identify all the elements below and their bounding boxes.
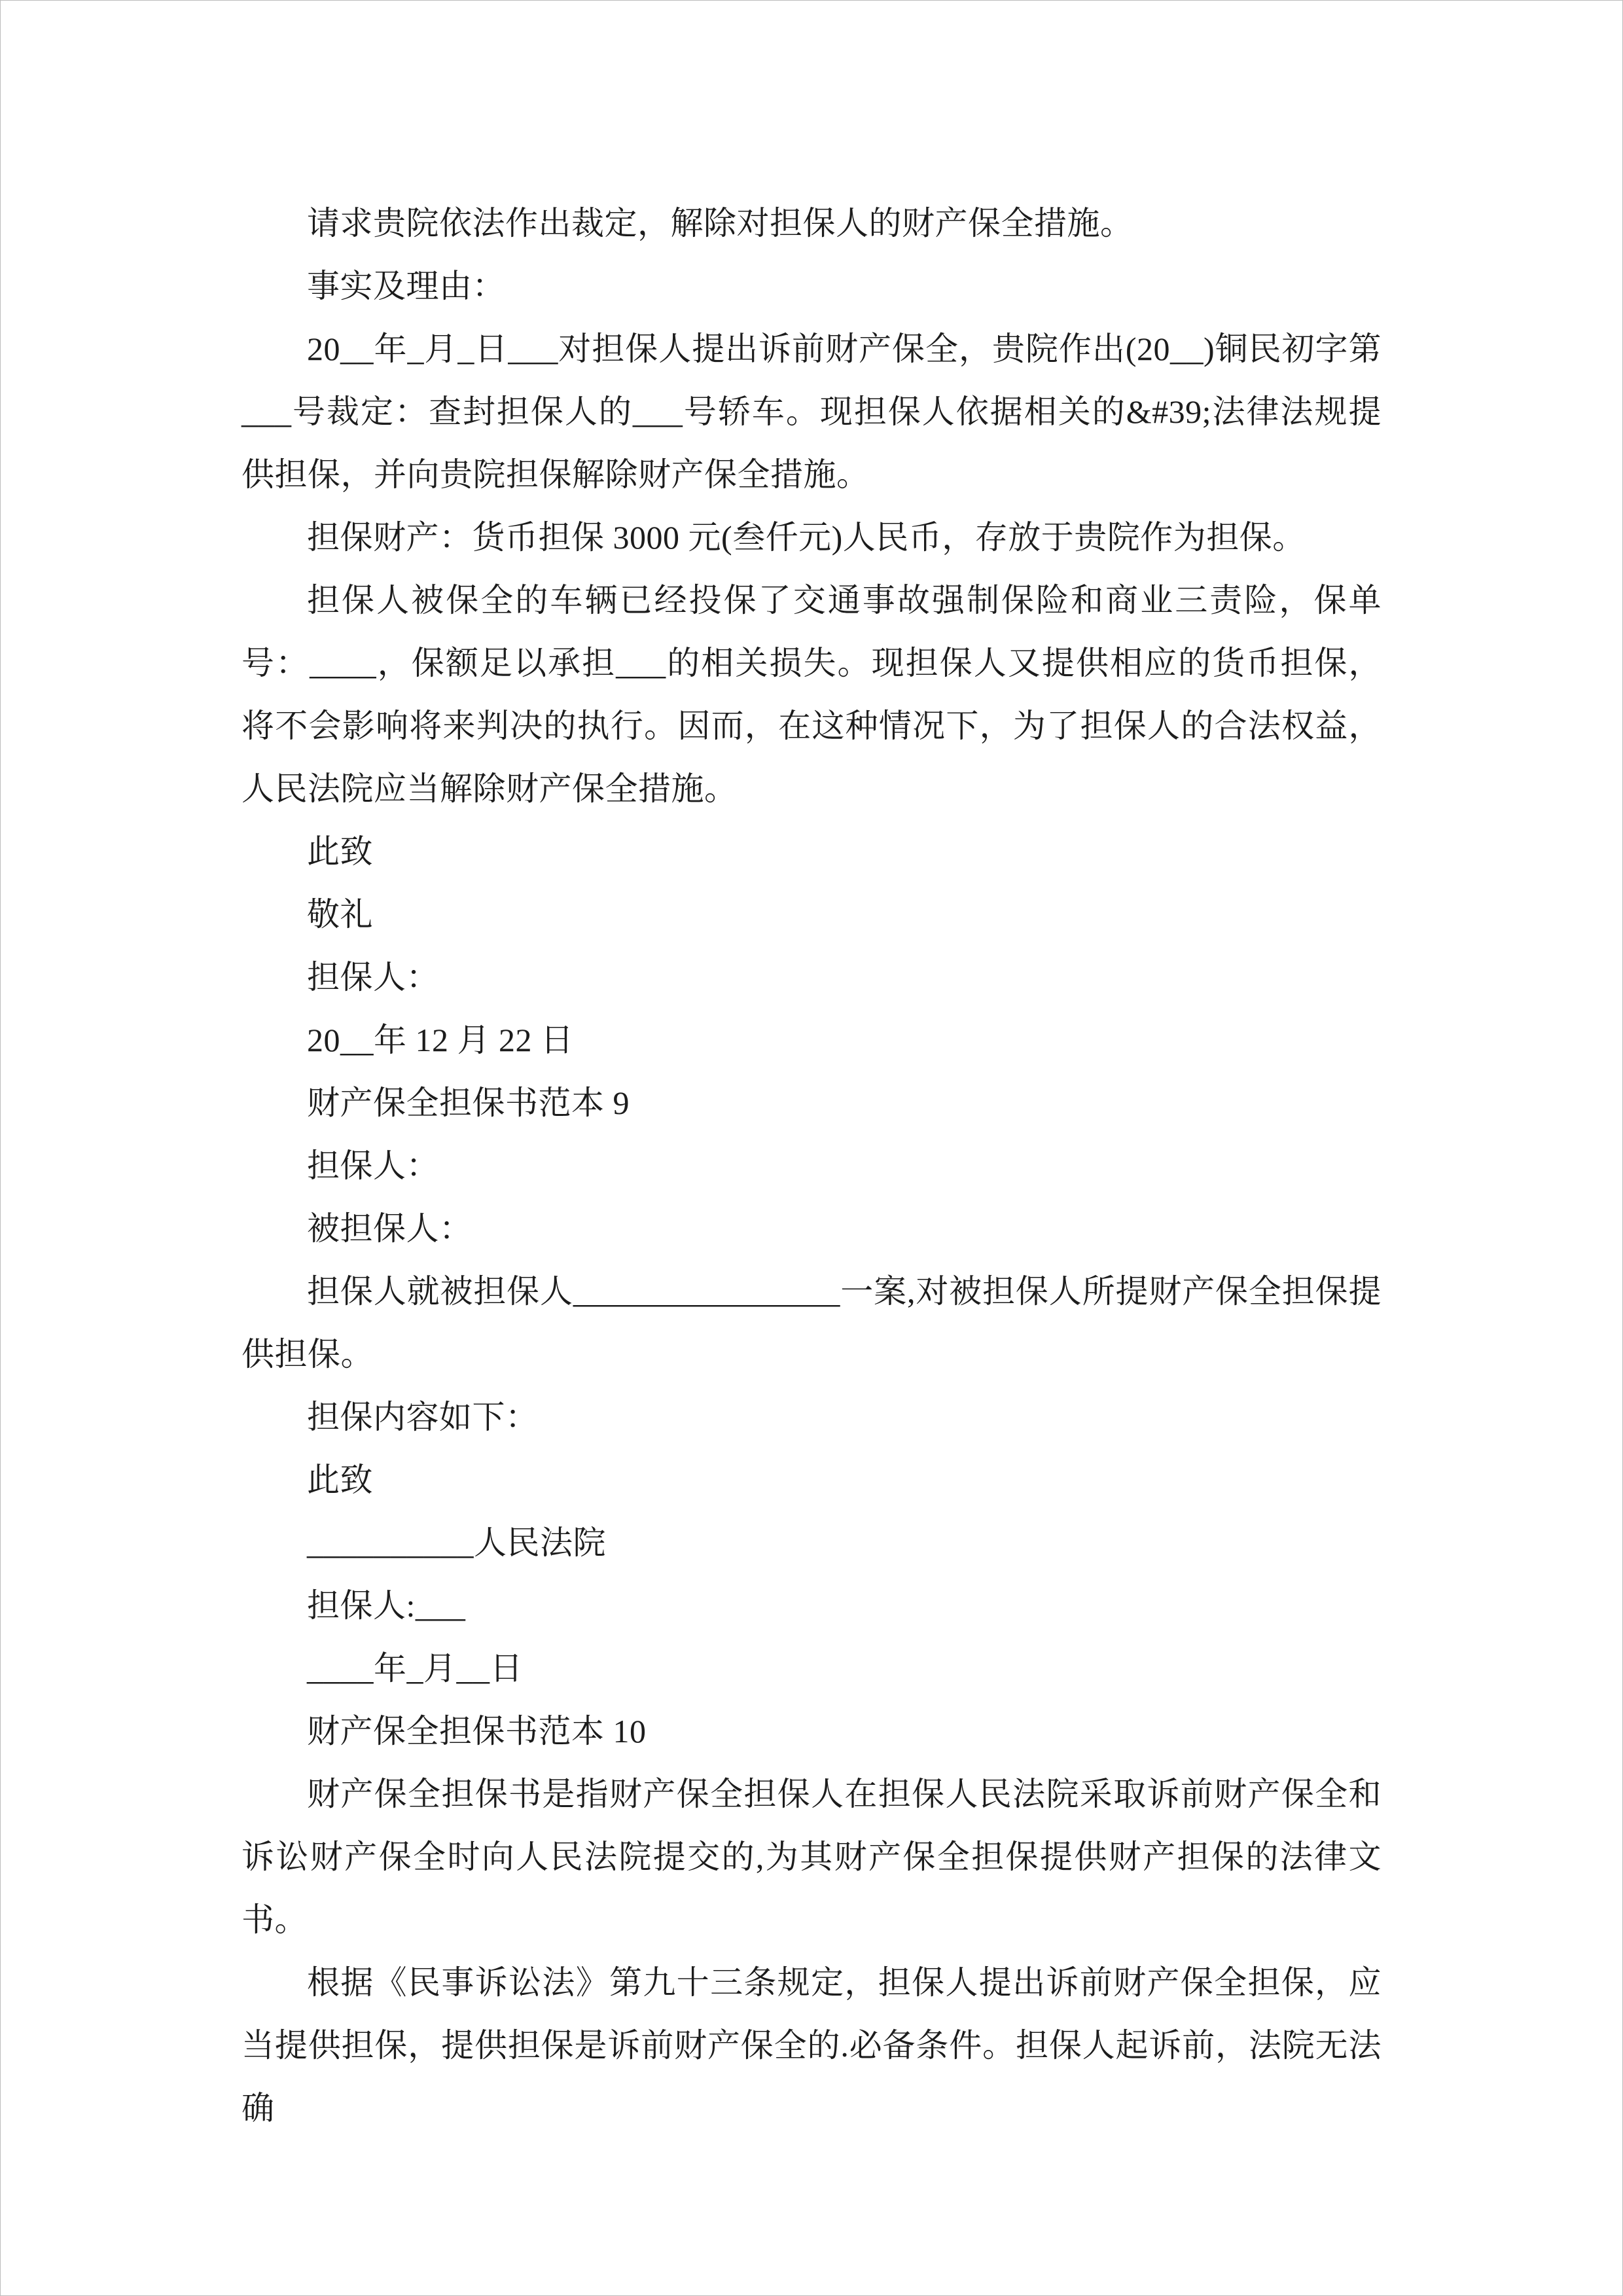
document-body <box>241 192 1382 2140</box>
paragraph: 敬礼 <box>307 896 373 933</box>
paragraph: 担保内容如下： <box>307 1399 539 1435</box>
paragraph: 被担保人： <box>307 1210 473 1247</box>
paragraph: ____年_月__日 <box>307 1650 523 1687</box>
paragraph: 担保人： <box>307 959 439 996</box>
paragraph: 20__年_月_日___对担保人提出诉前财产保全，贵院作出(20__)铜民初字第___号裁定：查封担保人的___号轿车。现担保人依据相关的&#39;法律法规提供担保，并向贵院担保解除财产保全措施。 <box>241 331 1382 493</box>
paragraph: 担保财产：货币担保 3000 元(叁仟元)人民币，存放于贵院作为担保。 <box>307 519 1306 556</box>
paragraph: 20__年 12 月 22 日 <box>307 1022 574 1058</box>
paragraph: 担保人被保全的车辆已经投保了交通事故强制保险和商业三责险，保单号：____，保额足以承担___的相关损失。现担保人又提供相应的货币担保，将不会影响将来判决的执行。因而，在这种情况下，为了担保人的合法权益，人民法院应当解除财产保全措施。 <box>241 582 1382 807</box>
paragraph: 财产保全担保书是指财产保全担保人在担保人民法院采取诉前财产保全和诉讼财产保全时向人民法院提交的,为其财产保全担保提供财产担保的法律文书。 <box>241 1776 1382 1938</box>
paragraph: 担保人:___ <box>307 1587 466 1624</box>
paragraph: __________人民法院 <box>307 1524 606 1561</box>
paragraph: 担保人就被担保人________________一案,对被担保人所提财产保全担保提供担保。 <box>241 1273 1382 1372</box>
paragraph: 事实及理由： <box>307 268 505 304</box>
paragraph: 请求贵院依法作出裁定，解除对担保人的财产保全措施。 <box>307 205 1133 242</box>
paragraph: 担保人： <box>307 1147 439 1184</box>
paragraph: 根据《民事诉讼法》第九十三条规定，担保人提出诉前财产保全担保，应当提供担保，提供担保是诉前财产保全的.必备条件。担保人起诉前，法院无法确 <box>241 1964 1382 2126</box>
paragraph: 财产保全担保书范本 10 <box>307 1713 647 1749</box>
paragraph: 此致 <box>307 1462 373 1498</box>
paragraph: 财产保全担保书范本 9 <box>307 1085 630 1121</box>
paragraph: 此致 <box>307 833 373 870</box>
